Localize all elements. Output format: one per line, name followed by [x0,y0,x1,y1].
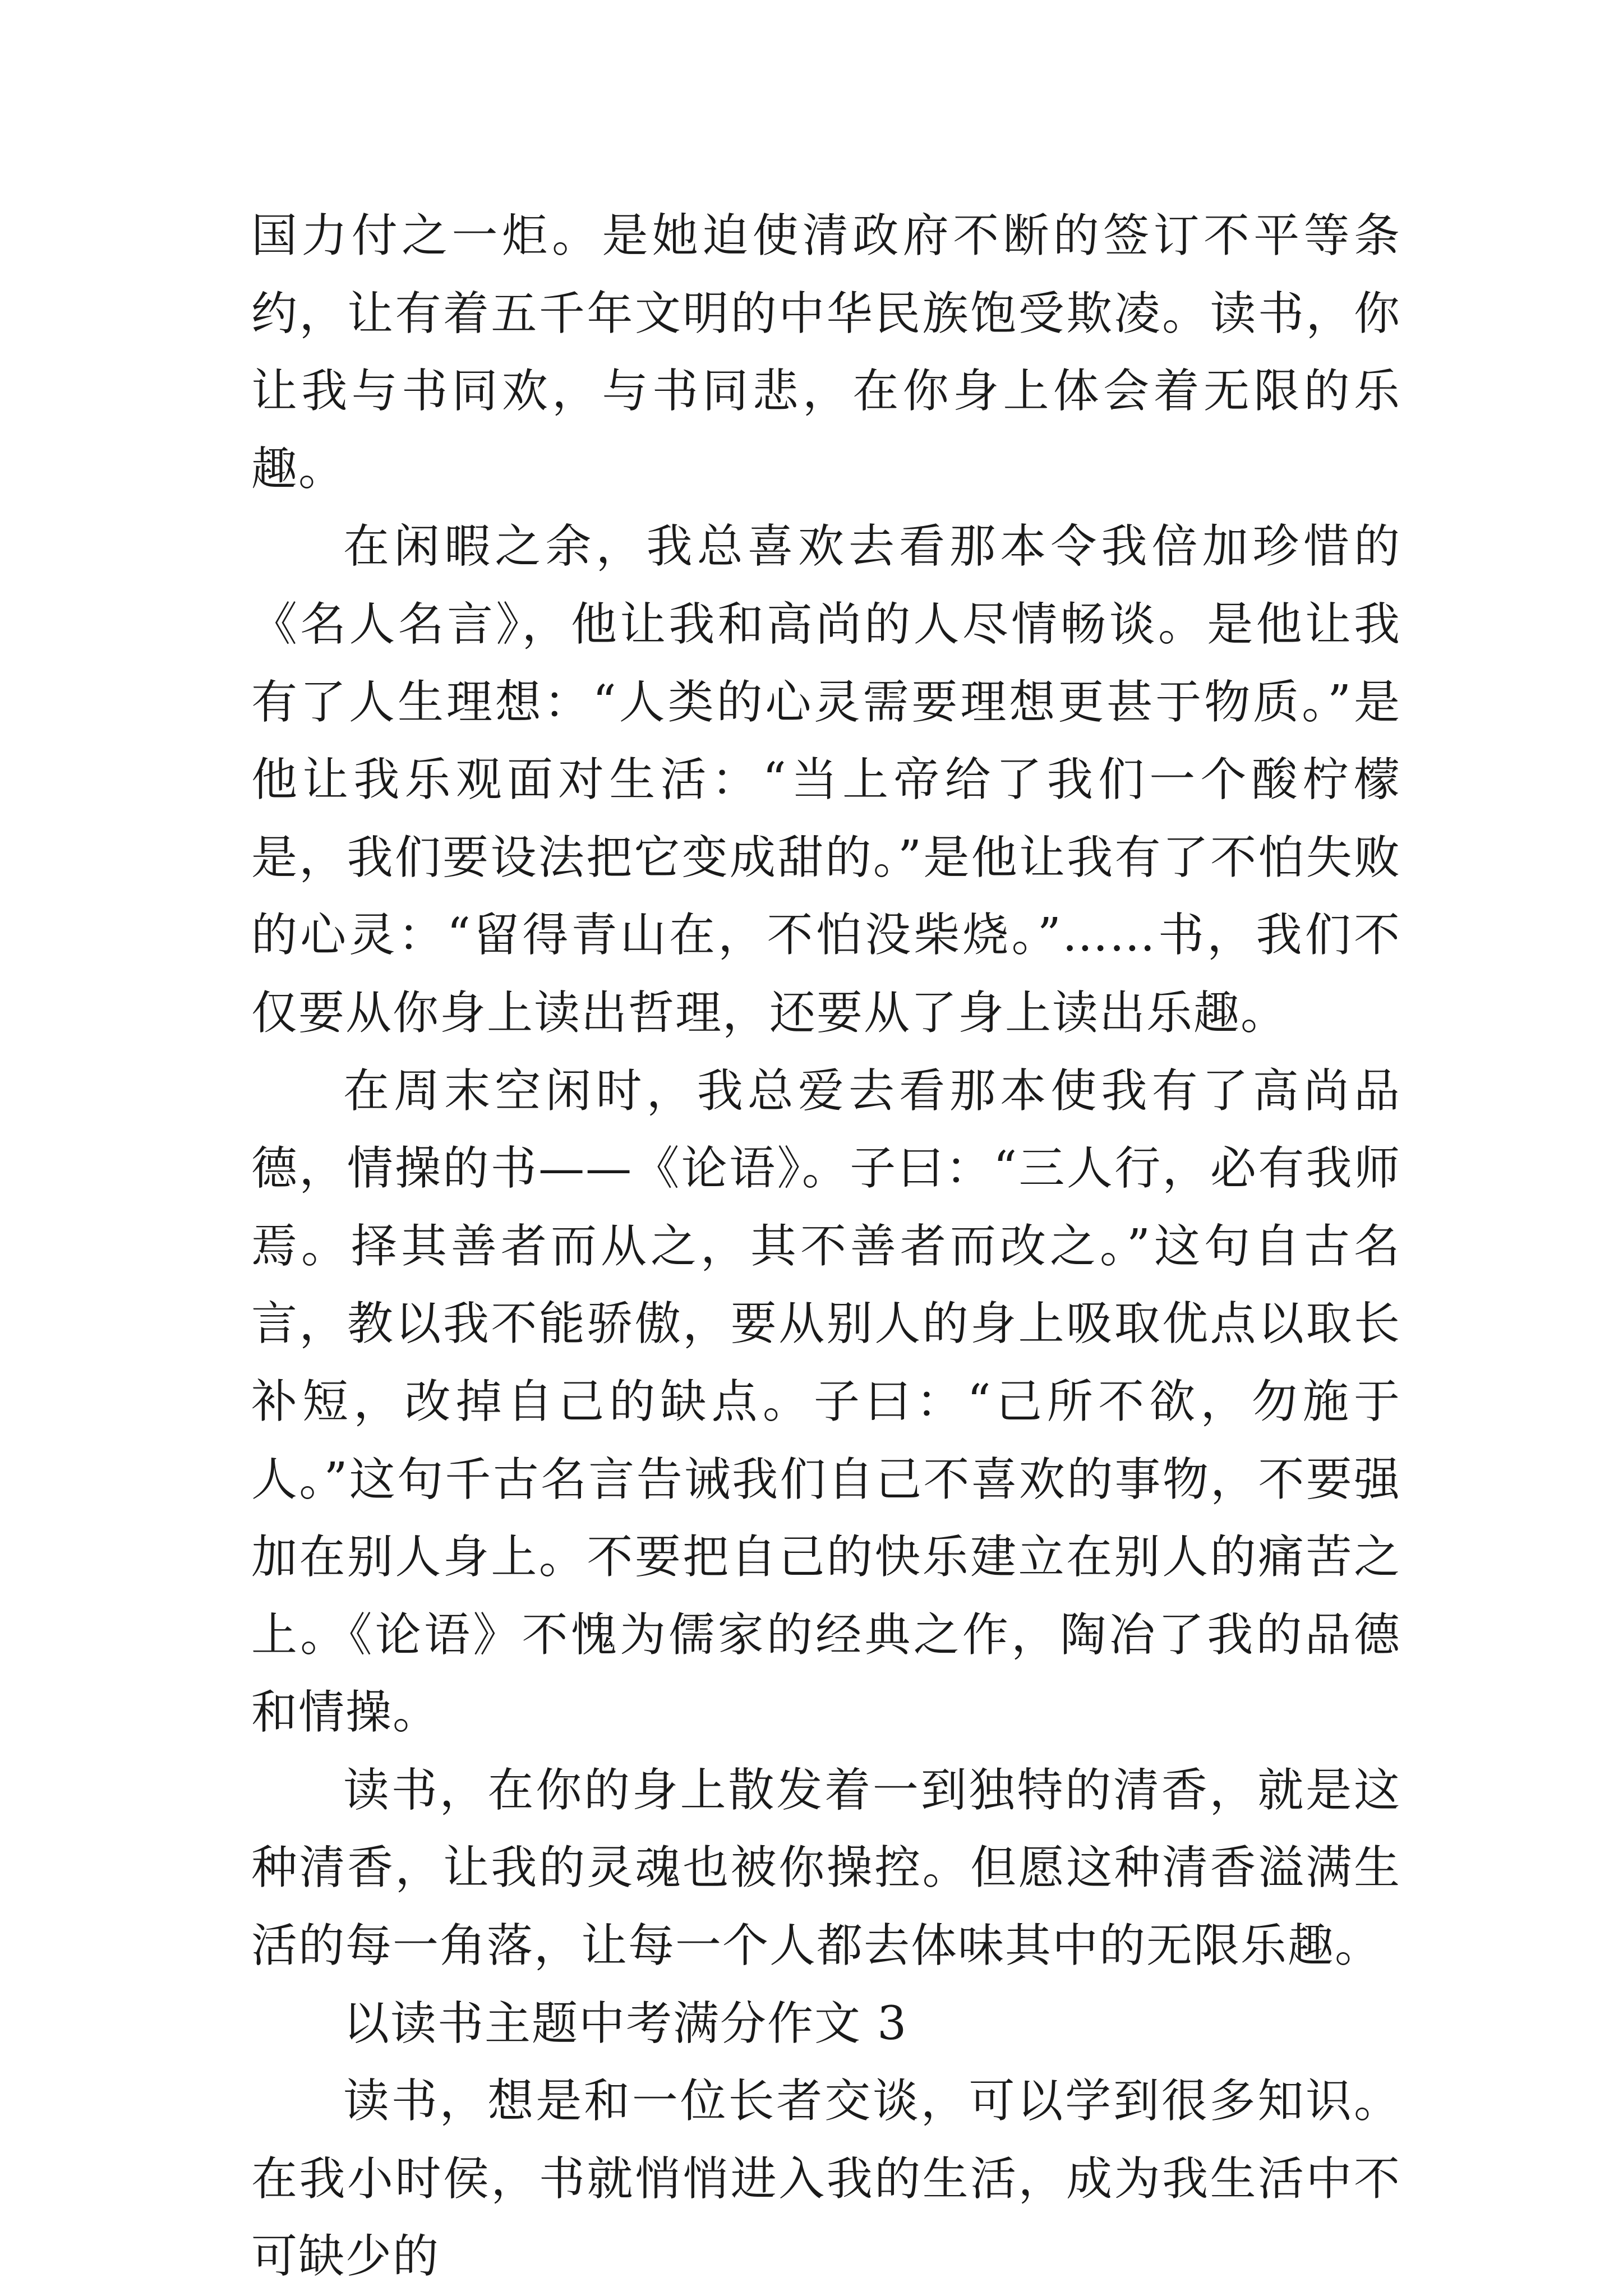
article-body [251,197,1401,2296]
paragraph-fragrance: 读书，在你的身上散发着一到独特的清香，就是这种清香，让我的灵魂也被你操控。但愿这种清香溢满生活的每一角落，让每一个人都去体味其中的无限乐趣。 [251,1763,1401,1973]
section-heading: 以读书主题中考满分作文 3 [343,1997,908,2050]
paragraph-essay-3-start: 读书，想是和一位长者交谈，可以学到很多知识。在我小时侯，书就悄悄进入我的生活，成为我生活中不可缺少的 [251,2074,1401,2284]
paragraph-analects: 在周末空闲时，我总爱去看那本使我有了高尚品德，情操的书——《论语》。子曰：“三人行，必有我师焉。择其善者而从之，其不善者而改之。”这句自古名言，教以我不能骄傲，要从别人的身上吸取优点以取长补短，改掉自己的缺点。子曰：“己所不欲，勿施于人。”这句千古名言告诫我们自己不喜欢的事物，不要强加在别人身上。不要把自己的快乐建立在别人的痛苦之上。《论语》不愧为儒家的经典之作，陶冶了我的品德和情操。 [251,1064,1401,1740]
paragraph-famous-quotes: 在闲暇之余，我总喜欢去看那本令我倍加珍惜的《名人名言》，他让我和高尚的人尽情畅谈。是他让我有了人生理想：“人类的心灵需要理想更甚于物质。”是他让我乐观面对生活：“当上帝给了我们一个酸柠檬是，我们要设法把它变成甜的。”是他让我有了不怕失败的心灵：“留得青山在，不怕没柴烧。”……书，我们不仅要从你身上读出哲理，还要从了身上读出乐趣。 [251,520,1401,1040]
paragraph-continuation: 国力付之一炬。是她迫使清政府不断的签订不平等条约，让有着五千年文明的中华民族饱受欺凌。读书，你让我与书同欢，与书同悲，在你身上体会着无限的乐趣。 [251,209,1401,496]
